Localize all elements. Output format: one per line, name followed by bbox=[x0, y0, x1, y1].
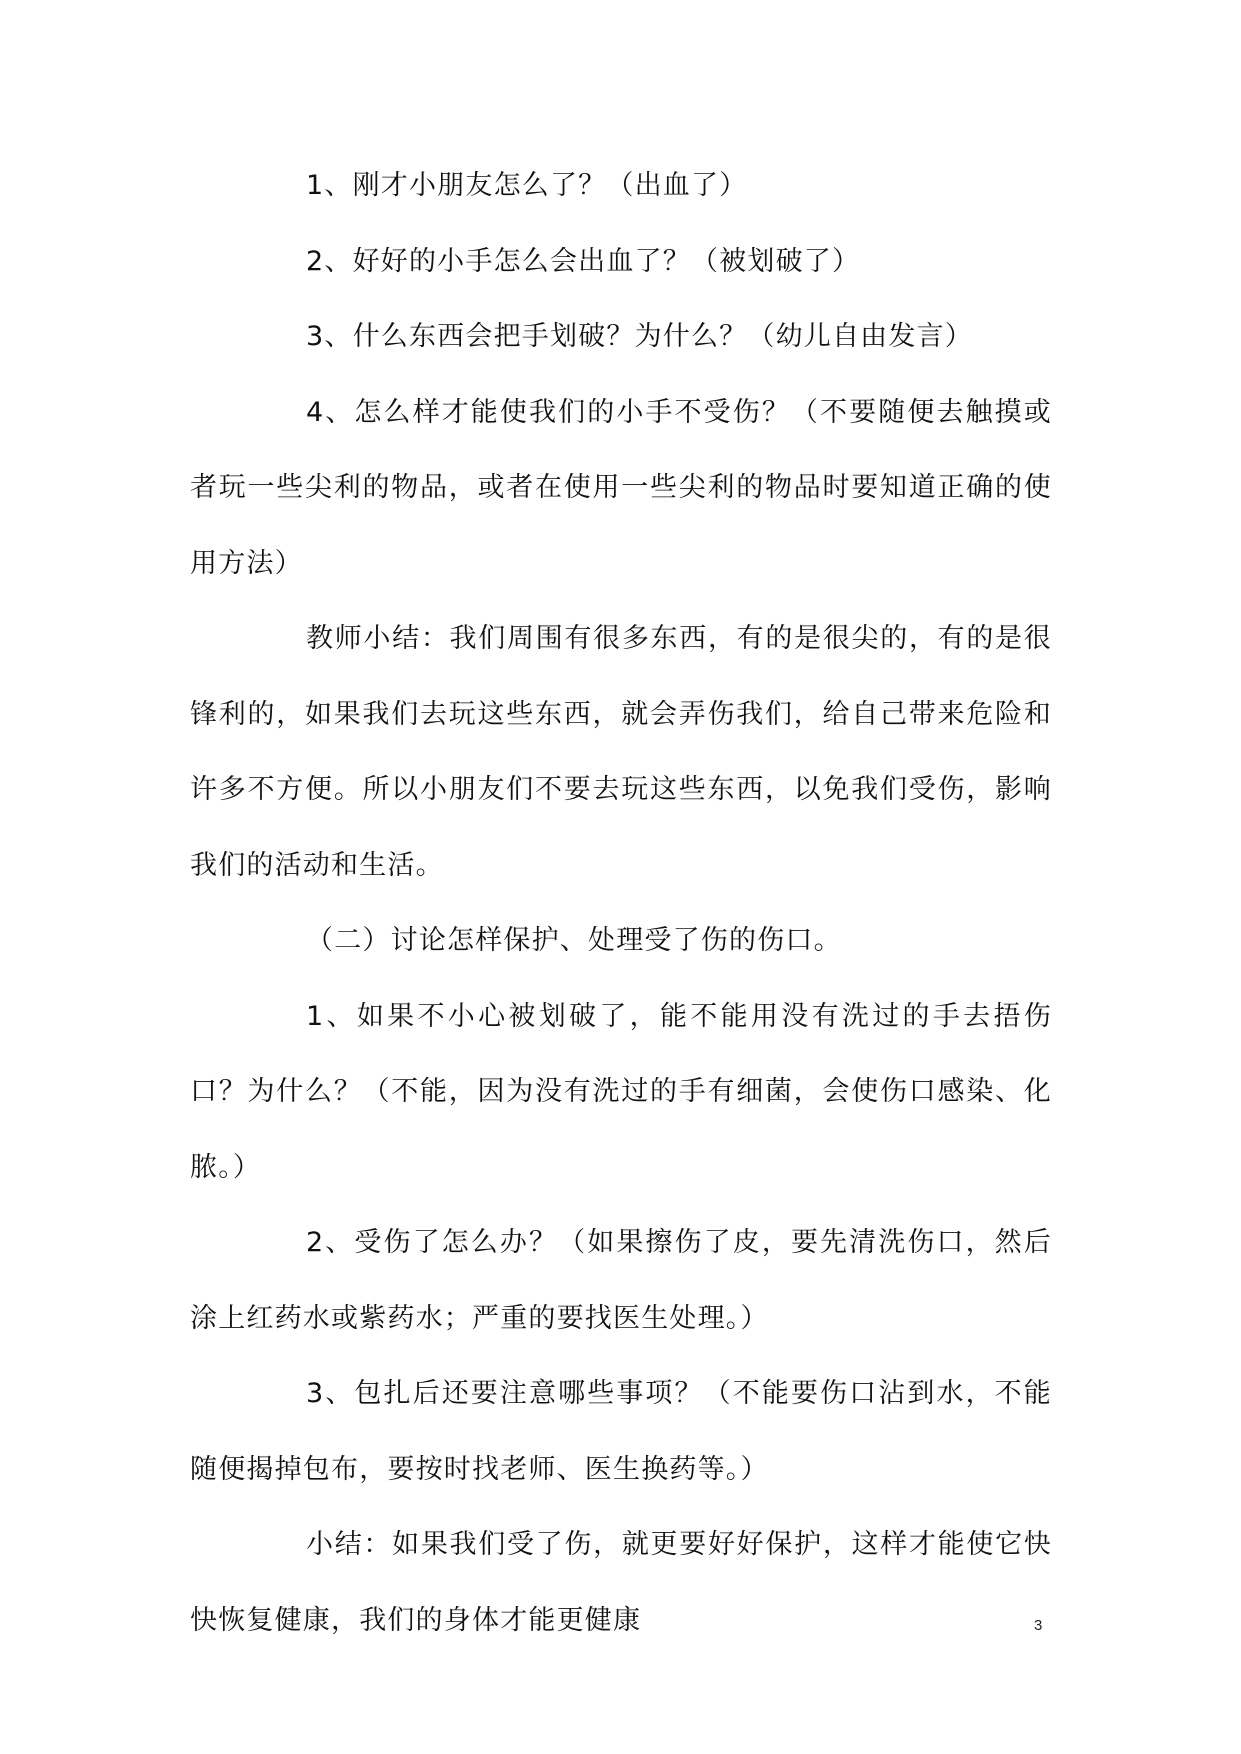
question-4: 4、怎么样才能使我们的小手不受伤？（不要随便去触摸或者玩一些尖利的物品，或者在使用一些尖利的物品时要知道正确的使用方法） bbox=[190, 396, 1052, 579]
discussion-question-3: 3、包扎后还要注意哪些事项？（不能要伤口沾到水，不能随便揭掉包布，要按时找老师、医生换药等。） bbox=[190, 1378, 1052, 1485]
page-content bbox=[190, 148, 1052, 1658]
question-2: 2、好好的小手怎么会出血了？（被划破了） bbox=[306, 245, 861, 277]
discussion-question-2: 2、受伤了怎么办？（如果擦伤了皮，要先清洗伤口，然后涂上红药水或紫药水；严重的要找医生处理。） bbox=[190, 1227, 1052, 1334]
summary: 小结：如果我们受了伤，就更要好好保护，这样才能使它快快恢复健康，我们的身体才能更健康 bbox=[190, 1529, 1052, 1636]
teacher-summary: 教师小结：我们周围有很多东西，有的是很尖的，有的是很锋利的，如果我们去玩这些东西，就会弄伤我们，给自己带来危险和许多不方便。所以小朋友们不要去玩这些东西，以免我们受伤，影响我们的活动和生活。 bbox=[190, 623, 1052, 881]
section-heading-2: （二）讨论怎样保护、处理受了伤的伤口。 bbox=[306, 925, 842, 956]
question-3: 3、什么东西会把手划破？为什么？（幼儿自由发言） bbox=[306, 321, 973, 352]
discussion-question-1: 1、如果不小心被划破了，能不能用没有洗过的手去捂伤口？为什么？（不能，因为没有洗过的手有细菌，会使伤口感染、化脓。） bbox=[190, 1000, 1052, 1183]
question-1: 1、刚才小朋友怎么了？（出血了） bbox=[306, 170, 748, 201]
page-number: 3 bbox=[1034, 1617, 1043, 1634]
